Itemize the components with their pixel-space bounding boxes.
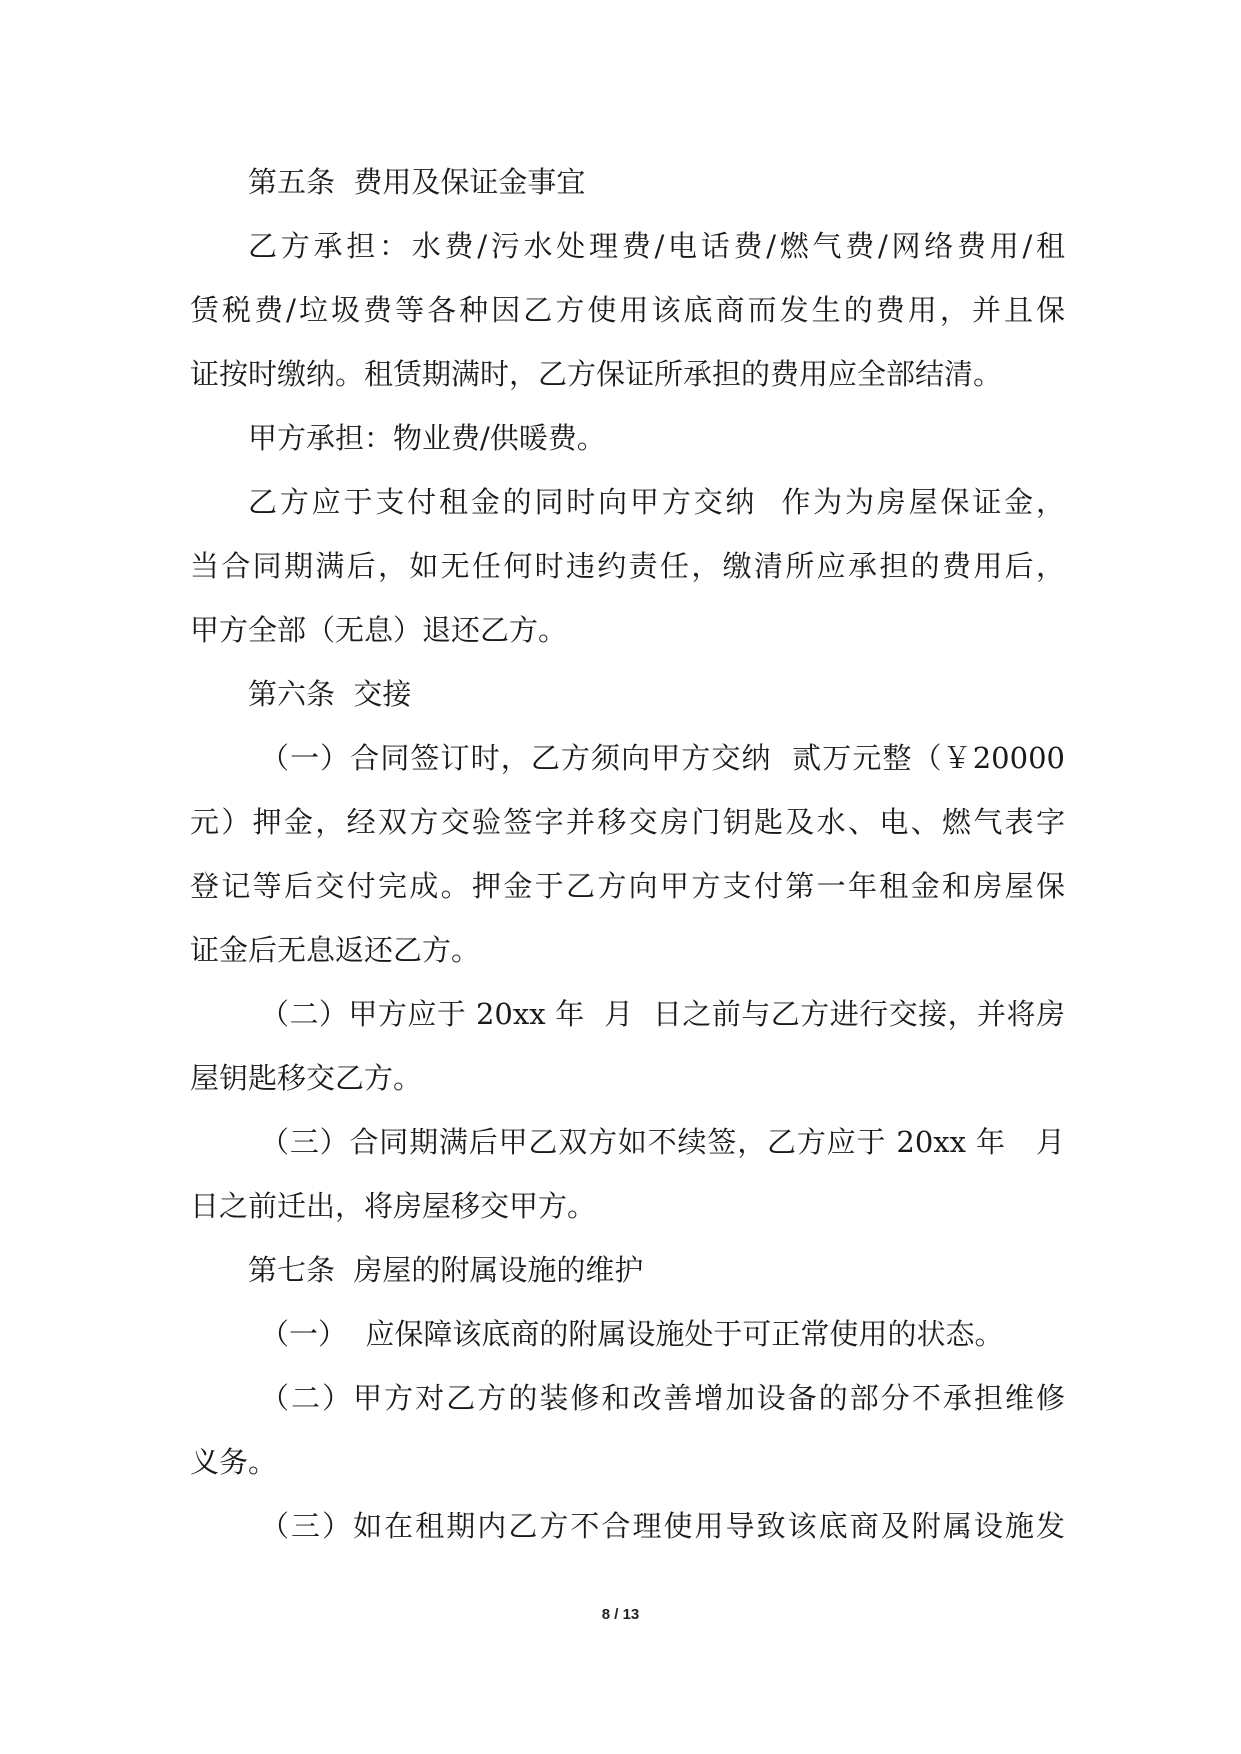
text-line: 乙方应于支付租金的同时向甲方交纳 作为为房屋保证金， (248, 485, 1065, 519)
paragraph (190, 1494, 1065, 1558)
text-line: 屋钥匙移交乙方。 (190, 1061, 423, 1095)
paragraph (190, 726, 1065, 982)
text-line: 登记等后交付完成。押金于乙方向甲方支付第一年租金和房屋保 (190, 869, 1065, 903)
paragraph (190, 1302, 1065, 1366)
text-line: （二）甲方应于 20xx 年 月 日之前与乙方进行交接，并将房 (260, 997, 1065, 1031)
text-line: 当合同期满后，如无任何时违约责任，缴清所应承担的费用后， (190, 549, 1065, 583)
text-line: 证按时缴纳。租赁期满时，乙方保证所承担的费用应全部结清。 (190, 357, 1003, 391)
text-line: 乙方承担：水费/污水处理费/电话费/燃气费/网络费用/租 (248, 229, 1065, 263)
paragraph (190, 1366, 1065, 1494)
section-heading-5: 第五条 费用及保证金事宜 (248, 165, 586, 199)
paragraph (190, 1110, 1065, 1238)
text-line: 日之前迁出，将房屋移交甲方。 (190, 1189, 597, 1223)
text-line: 证金后无息返还乙方。 (190, 933, 481, 967)
page-number: 8 / 13 (601, 1606, 640, 1623)
section-heading-7: 第七条 房屋的附属设施的维护 (248, 1253, 644, 1287)
text-line: 甲方承担：物业费/供暖费。 (248, 421, 606, 455)
paragraph (190, 214, 1065, 406)
text-line: 元）押金，经双方交验签字并移交房门钥匙及水、电、燃气表字 (190, 805, 1065, 839)
text-line: （三）如在租期内乙方不合理使用导致该底商及附属设施发 (260, 1509, 1065, 1543)
text-line: （二）甲方对乙方的装修和改善增加设备的部分不承担维修 (260, 1381, 1065, 1415)
paragraph (190, 982, 1065, 1110)
text-line: （一）合同签订时，乙方须向甲方交纳 贰万元整（￥20000 (260, 741, 1065, 775)
document-body (190, 150, 1065, 1558)
paragraph (190, 406, 1065, 470)
text-line: （三）合同期满后甲乙双方如不续签，乙方应于 20xx 年 月 (260, 1125, 1065, 1159)
text-line: 赁税费/垃圾费等各种因乙方使用该底商而发生的费用，并且保 (190, 293, 1065, 327)
paragraph (190, 470, 1065, 662)
text-line: 甲方全部（无息）退还乙方。 (190, 613, 568, 647)
text-line: 义务。 (190, 1445, 278, 1479)
section-heading-6: 第六条 交接 (248, 677, 412, 711)
text-line: （一） 应保障该底商的附属设施处于可正常使用的状态。 (260, 1317, 1004, 1351)
